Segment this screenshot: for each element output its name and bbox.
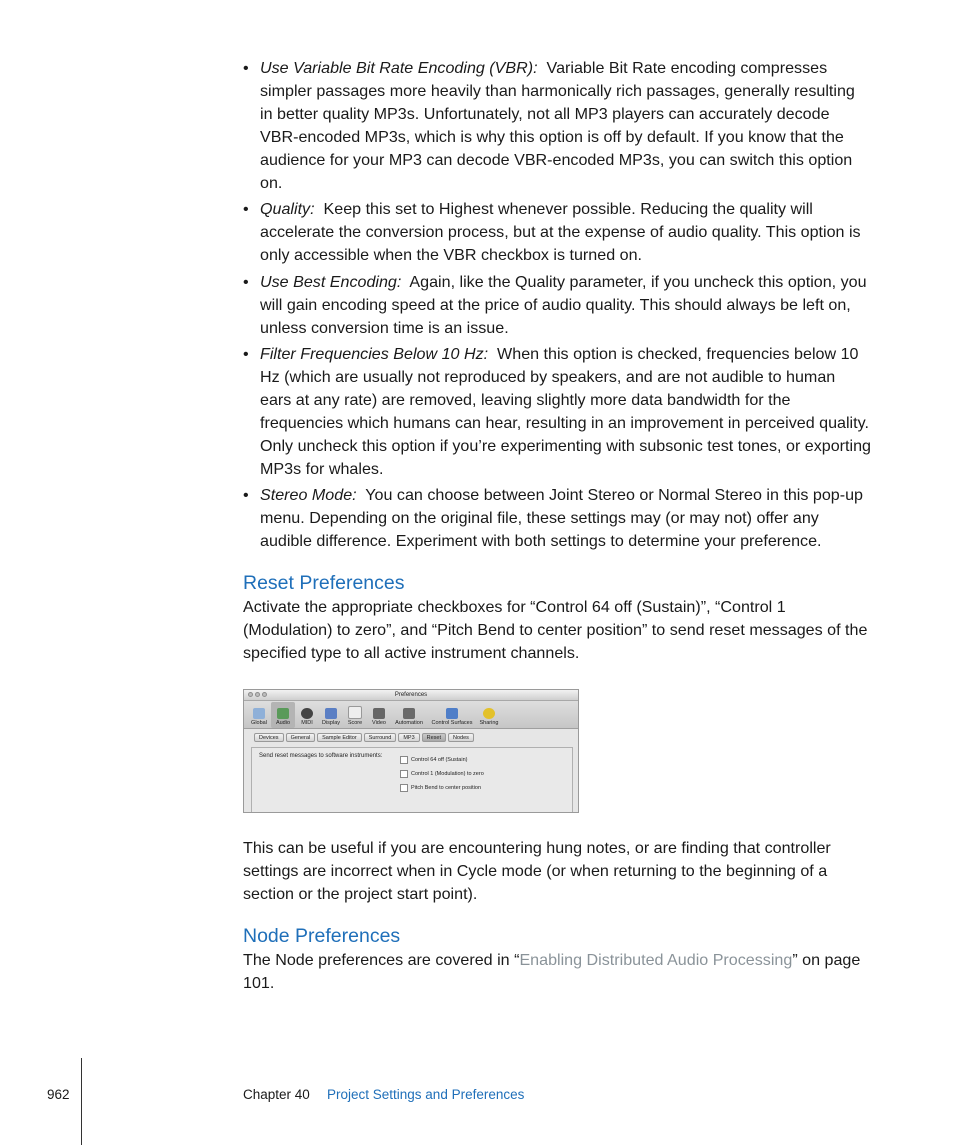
checkbox-box xyxy=(400,770,408,778)
window-title: Preferences xyxy=(394,692,428,699)
checkbox-control-64: Control 64 off (Sustain) xyxy=(400,753,484,767)
tab-sample-editor: Sample Editor xyxy=(317,733,362,742)
reset-intro-paragraph: Activate the appropriate checkboxes for “Control 64 off (Sustain)”, “Control 1 (Modulation) to zero”, and “Pitch Bend to center position” to send reset messages of the specified type to all active instrument channels. xyxy=(243,598,868,663)
reset-checkbox-group xyxy=(400,753,484,795)
preferences-toolbar xyxy=(244,701,578,729)
display-icon xyxy=(325,708,337,719)
score-icon xyxy=(348,706,362,719)
automation-icon xyxy=(403,708,415,719)
sharing-icon xyxy=(483,708,495,719)
reset-section-label: Send reset messages to software instruments: xyxy=(259,753,383,760)
option-term: Use Best Encoding: xyxy=(260,272,402,291)
list-item: • Use Best Encoding: Again, like the Quality parameter, if you uncheck this option, you will gain encoding speed at the price of audio quality. This should always be left on, unless conversion time is an issue. xyxy=(243,272,867,337)
checkbox-box xyxy=(400,784,408,792)
checkbox-control-1: Control 1 (Modulation) to zero xyxy=(400,767,484,781)
tab-mp3: MP3 xyxy=(398,733,419,742)
toolbar-item-automation: Automation xyxy=(391,702,427,728)
option-list xyxy=(243,57,871,553)
node-paragraph: The Node preferences are covered in “Enabling Distributed Audio Processing” on page 101. xyxy=(243,951,861,993)
toolbar-item-sharing: Sharing xyxy=(477,702,501,728)
reset-panel xyxy=(251,747,573,813)
toolbar-item-display: Display xyxy=(319,702,343,728)
checkbox-pitch-bend: Pitch Bend to center position xyxy=(400,781,484,795)
page-number: 962 xyxy=(47,1087,70,1102)
toolbar-item-video: Video xyxy=(367,702,391,728)
toolbar-item-audio: Audio xyxy=(271,702,295,728)
zoom-icon xyxy=(262,692,267,697)
video-icon xyxy=(373,708,385,719)
toolbar-item-control-surfaces: Control Surfaces xyxy=(427,702,477,728)
cross-reference-link[interactable]: Enabling Distributed Audio Processing xyxy=(519,951,793,970)
footer-chapter: Chapter 40 xyxy=(243,1087,310,1102)
tab-surround: Surround xyxy=(364,733,397,742)
reset-preferences-heading: Reset Preferences xyxy=(243,572,405,595)
footer-chapter-title: Project Settings and Preferences xyxy=(327,1087,525,1102)
checkbox-box xyxy=(400,756,408,764)
list-item: • Quality: Keep this set to Highest whenever possible. Reducing the quality will accelerate the conversion process, but at the expense of audio quality. This option is only accessible when the VBR checkbox is turned on. xyxy=(243,200,861,265)
option-term: Filter Frequencies Below 10 Hz: xyxy=(260,344,489,363)
tab-reset: Reset xyxy=(422,733,446,742)
option-description: You can choose between Joint Stereo or Normal Stereo in this pop-up menu. Depending on the original file, these settings may (or may not) offer any audible difference. Experiment with both settings to determine your preference. xyxy=(260,486,864,551)
preferences-window-screenshot xyxy=(243,689,579,813)
list-item: • Stereo Mode: You can choose between Joint Stereo or Normal Stereo in this pop-up menu. Depending on the original file, these settings may (or may not) offer any audible difference. Experiment with both settings to determine your preference. xyxy=(243,486,864,551)
option-description: Again, like the Quality parameter, if you uncheck this option, you will gain encoding speed at the price of audio quality. This should always be left on, unless conversion time is an issue. xyxy=(260,272,867,337)
tab-nodes: Nodes xyxy=(448,733,474,742)
tab-devices: Devices xyxy=(254,733,284,742)
midi-icon xyxy=(301,708,313,719)
toolbar-item-score: Score xyxy=(343,702,367,728)
audio-icon xyxy=(277,708,289,719)
close-icon xyxy=(248,692,253,697)
toolbar-item-midi: MIDI xyxy=(295,702,319,728)
list-item: • Use Variable Bit Rate Encoding (VBR): Variable Bit Rate encoding compresses simpler passages more heavily than harmonically rich passages, generally resulting in better quality MP3s. Unfortunately, not all MP3 players can accurately decode VBR-encoded MP3s, which is why this option is off by default. If you know that the audience for your MP3 can decode VBR-encoded MP3s, you can switch this option on. xyxy=(243,59,855,192)
global-icon xyxy=(253,708,265,719)
toolbar-item-global: Global xyxy=(247,702,271,728)
page-content xyxy=(243,57,871,995)
node-preferences-heading: Node Preferences xyxy=(243,925,401,948)
control-surfaces-icon xyxy=(446,708,458,719)
option-description: When this option is checked, frequencies below 10 Hz (which are usually not reproduced by speakers, and are not audible to human ears at any rate) are removed, leaving slightly more data bandwidth for the frequencies which humans can hear, resulting in an improvement in perceived quality. Only uncheck this option if you’re experimenting with subsonic test tones, or exporting MP3s for whales. xyxy=(260,344,871,478)
option-term: Quality: xyxy=(260,200,315,219)
minimize-icon xyxy=(255,692,260,697)
footer-divider xyxy=(81,1058,82,1145)
list-item: • Filter Frequencies Below 10 Hz: When this option is checked, frequencies below 10 Hz (which are usually not reproduced by speakers, and are not audible to human ears at any rate) are removed, leaving slightly more data bandwidth for the frequencies which humans can hear, resulting in an improvement in perceived quality. Only uncheck this option if you’re experimenting with subsonic test tones, or exporting MP3s for whales. xyxy=(243,344,871,478)
preferences-tabs xyxy=(244,729,578,742)
option-description: Keep this set to Highest whenever possible. Reducing the quality will accelerate the conversion process, but at the expense of audio quality. This option is only accessible when the VBR checkbox is turned on. xyxy=(260,200,861,265)
option-description: Variable Bit Rate encoding compresses simpler passages more heavily than harmonically rich passages, generally resulting in better quality MP3s. Unfortunately, not all MP3 players can accurately decode VBR-encoded MP3s, which is why this option is off by default. If you know that the audience for your MP3 can decode VBR-encoded MP3s, you can switch this option on. xyxy=(260,59,855,192)
option-term: Stereo Mode: xyxy=(260,486,357,505)
tab-general: General xyxy=(286,733,316,742)
option-term: Use Variable Bit Rate Encoding (VBR): xyxy=(260,59,538,77)
reset-followup-paragraph: This can be useful if you are encountering hung notes, or are finding that controller settings are incorrect when in Cycle mode (or when returning to the beginning of a section or the project start point). xyxy=(243,839,831,904)
window-titlebar xyxy=(244,690,578,701)
